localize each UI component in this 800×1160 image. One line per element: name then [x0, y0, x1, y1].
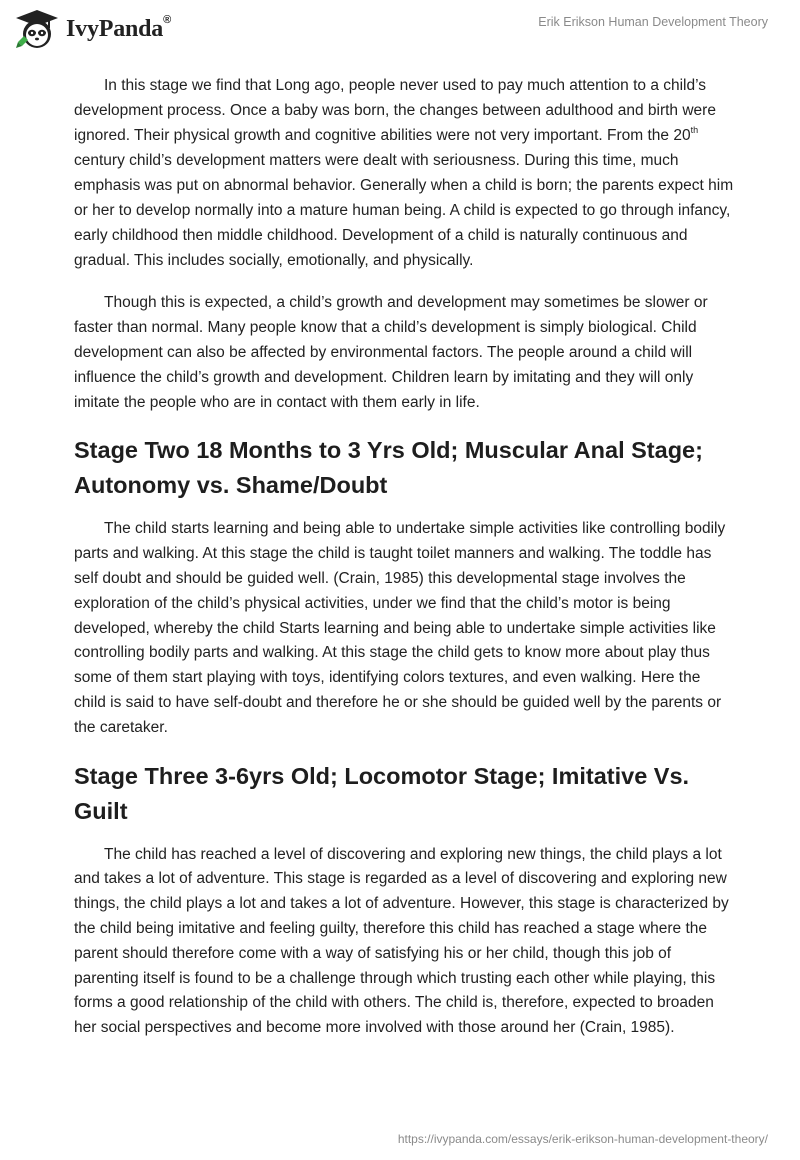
paragraph-1: In this stage we find that Long ago, people never used to pay much attention to a child’s development process. Once a baby was born, the changes between adulthood and birth were ignored. Their physical growth and cognitive abilities were not very important. From the 20th century child’s development matters were dealt with seriousness. During this time, much emphasis was put on abnormal behavior. Generally when a child is born; the parents expect him or her to develop normally into a mature human being. A child is expected to go through infancy, early childhood then middle childhood. Development of a child is naturally continuous and gradual. This includes socially, emotionally, and physically.	[74, 77, 734, 269]
source-url[interactable]: https://ivypanda.com/essays/erik-erikson-human-development-theory/	[397, 1132, 768, 1146]
heading-stage-three: Stage Three 3-6yrs Old; Locomotor Stage; Imitative Vs. Guilt	[74, 762, 690, 824]
document-title: Erik Erikson Human Development Theory	[538, 15, 768, 29]
brand-name: IvyPanda®	[66, 13, 172, 42]
paragraph-4: The child has reached a level of discovering and exploring new things, the child plays a lot and takes a lot of adventure. This stage is regarded as a level of discovering and exploring new things, the child plays a lot and takes a lot of adventure. However, this stage is characterized by the child being imitative and feeling guilty, therefore this child has reached a stage where the parent should therefore come with a way of satisfying his or her child, though this job of parenting itself is found to be a challenge through which trusting each other while playing, this forms a good relationship of the child with others. The child is, therefore, expected to broaden her social perspectives and become more involved with those around her (Crain, 1985).	[74, 845, 729, 1037]
heading-stage-two: Stage Two 18 Months to 3 Yrs Old; Muscular Anal Stage; Autonomy vs. Shame/Doubt	[74, 437, 703, 499]
brand-logo[interactable]	[14, 8, 171, 50]
paragraph-2: Though this is expected, a child’s growth and development may sometimes be slower or faster than normal. Many people know that a child’s development is simply biological. Child development can also be affected by environmental factors. The people around a child will influence the child’s growth and development. Children learn by imitating and they will only imitate the people who are in contact with them early in life.	[74, 294, 708, 411]
page-header	[0, 0, 800, 60]
article-content	[74, 74, 734, 1059]
panda-graduate-logo-icon	[14, 8, 60, 50]
paragraph-3: The child starts learning and being able to undertake simple activities like controlling bodily parts and walking. At this stage the child is taught toilet manners and walking. The toddle has self doubt and should be guided well. (Crain, 1985) this developmental stage involves the exploration of the child’s physical activities, under we find that the child’s motor is being developed, whereby the child Starts learning and being able to undertake simple activities like controlling bodily parts and walking. At this stage the child gets to know more about play thus some of them start playing with toys, identifying colors textures, and even walking. Here the child is said to have self-doubt and therefore he or she should be guided well by the parents or the caretaker.	[74, 520, 726, 736]
